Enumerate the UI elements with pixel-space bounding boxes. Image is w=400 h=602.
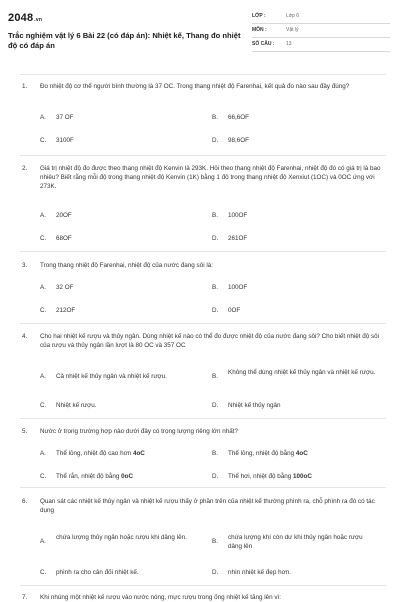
option-text	[228, 449, 383, 458]
option-text-bold: 100oC	[293, 473, 312, 480]
option-letter: B.	[212, 212, 218, 219]
divider	[20, 585, 386, 586]
option-letter: A.	[40, 538, 46, 545]
question-number: 5.	[22, 428, 28, 435]
option-text-main: Thể lỏng, nhiệt độ cao hơn	[56, 450, 133, 457]
option-text: 100OF	[228, 284, 248, 291]
meta-row-subject	[252, 24, 390, 38]
logo-suffix: .vn	[34, 17, 43, 23]
option-text: 261OF	[228, 235, 248, 242]
option-letter: D.	[212, 473, 219, 480]
option-letter: D.	[212, 569, 219, 576]
option-letter: B.	[212, 114, 218, 121]
option-text: Không thể dùng nhiệt kế thủy ngân và nhiệt kế rượu.	[228, 369, 376, 376]
question-number: 7.	[22, 594, 28, 601]
option-letter: C.	[40, 307, 47, 314]
option-letter: C.	[40, 569, 47, 576]
option-text-bold: 4oC	[295, 450, 308, 457]
option-letter: A.	[40, 212, 46, 219]
option-letter: A.	[40, 284, 46, 291]
option-text	[228, 472, 383, 481]
option-text: 98,6OF	[228, 137, 249, 144]
divider	[20, 251, 386, 252]
question-number: 2.	[22, 165, 28, 172]
question-text: Cho hai nhiệt kế rượu và thủy ngân. Dùng nhiệt kế nào có thể đo được nhiệt độ của nước đang sôi? Cho biết nhiệt độ sôi của rượu và thủy ngân lần lượt là 80 OC và 357 OC	[40, 333, 380, 349]
option-text: nhìn nhiệt kế đẹp hơn.	[228, 569, 291, 576]
option-letter: C.	[40, 402, 47, 409]
option-text: 3100F	[56, 137, 74, 144]
question-text: Nước ở trong trường hợp nào dưới đây có trọng lượng riêng lớn nhất?	[40, 428, 239, 435]
meta-value: 13	[286, 41, 292, 47]
document-meta-table	[252, 10, 390, 52]
option-text: Nhiệt kế rượu.	[56, 402, 97, 409]
question-text: Giá trị nhiệt độ đo được theo thang nhiệt độ Kenvin là 293K. Hỏi theo thang nhiệt độ Farenhai, nhiệt độ đó có giá trị là bao nhiêu? Biết rằng mỗi độ trong thang nhiệt độ Kenvin (1K) bằng 1 độ trong thang nhiệt độ Xenxiut (1OC) và 0OC ứng với 273K.	[40, 165, 381, 190]
divider	[20, 74, 386, 75]
option-text-bold: 0oC	[121, 473, 134, 480]
document-title: Trắc nghiệm vật lý 6 Bài 22 (có đáp án): Nhiệt kế, Thang đo nhiệt độ có đáp án	[8, 31, 241, 50]
meta-row-count	[252, 38, 390, 52]
option-text-main: Thể lỏng, nhiệt độ bằng	[228, 450, 296, 457]
question-number: 1.	[22, 83, 28, 90]
option-text: 32 OF	[56, 284, 74, 291]
option-text: phình ra cho cân đối nhiệt kế.	[56, 569, 139, 576]
option-letter: B.	[212, 373, 218, 380]
question-number: 4.	[22, 333, 28, 340]
option-letter: C.	[40, 235, 47, 242]
option-letter: B.	[212, 450, 218, 457]
option-text: 212OF	[56, 307, 76, 314]
option-text-main: Thể hơi, nhiệt độ bằng	[228, 473, 294, 480]
option-text: 20OF	[56, 212, 72, 219]
option-text: 37 OF	[56, 114, 74, 121]
meta-value: Vật lý	[286, 27, 299, 33]
option-text: Nhiệt kế thủy ngân	[228, 402, 281, 409]
question-number: 6.	[22, 498, 28, 505]
option-text-main: Thể rắn, nhiệt độ bằng	[56, 473, 122, 480]
option-text: 0OF	[228, 307, 241, 314]
option-text: chứa lượng thủy ngân hoặc rượu khi dâng lên.	[56, 534, 187, 541]
option-letter: B.	[212, 538, 218, 545]
divider	[20, 155, 386, 156]
option-letter: A.	[40, 373, 46, 380]
meta-key: LỚP :	[252, 13, 266, 19]
option-letter: C.	[40, 473, 47, 480]
logo-text: 2048	[8, 12, 34, 24]
option-letter: D.	[212, 137, 219, 144]
option-text: 66,6OF	[228, 114, 249, 121]
divider	[20, 487, 386, 488]
meta-key: SỐ CÂU :	[252, 41, 275, 47]
meta-value: Lớp 6	[286, 13, 300, 19]
option-letter: C.	[40, 137, 47, 144]
divider	[20, 418, 386, 419]
option-letter: A.	[40, 114, 46, 121]
option-text	[56, 472, 206, 481]
site-logo[interactable]	[8, 12, 42, 24]
divider	[20, 323, 386, 324]
option-letter: D.	[212, 307, 219, 314]
question-number: 3.	[22, 262, 28, 269]
question-text: Khi nhúng một nhiệt kế rượu vào nước nóng, mực rượu trong ống nhiệt kế tăng lên vì:	[40, 594, 282, 601]
option-letter: B.	[212, 284, 218, 291]
option-text	[56, 449, 206, 458]
option-text: Cả nhiệt kế thủy ngân và nhiệt kế rượu.	[56, 373, 167, 380]
option-letter: D.	[212, 402, 219, 409]
option-text: 68OF	[56, 235, 72, 242]
meta-key: MÔN :	[252, 27, 267, 33]
option-text: 100OF	[228, 212, 248, 219]
page-header	[0, 0, 400, 64]
question-text: Đo nhiệt độ cơ thể người bình thường là 37 OC. Trong thang nhiệt độ Farenhai, kết quả đo nào sau đây đúng?	[40, 83, 350, 90]
question-text: Quan sát các nhiệt kế thủy ngân và nhiệt kế rượu thấy ở phần trên của nhiệt kế thường phình ra, chỗ phình ra đó có tác dụng	[40, 498, 375, 514]
option-text: chứa lượng khí còn dư khi thủy ngân hoặc rượu dâng lên	[228, 534, 363, 550]
option-text-bold: 4oC	[132, 450, 145, 457]
meta-row-class	[252, 10, 390, 24]
option-letter: D.	[212, 235, 219, 242]
question-text: Trong thang nhiệt độ Farenhai, nhiệt độ của nước đang sôi là:	[40, 262, 213, 269]
option-letter: A.	[40, 450, 46, 457]
